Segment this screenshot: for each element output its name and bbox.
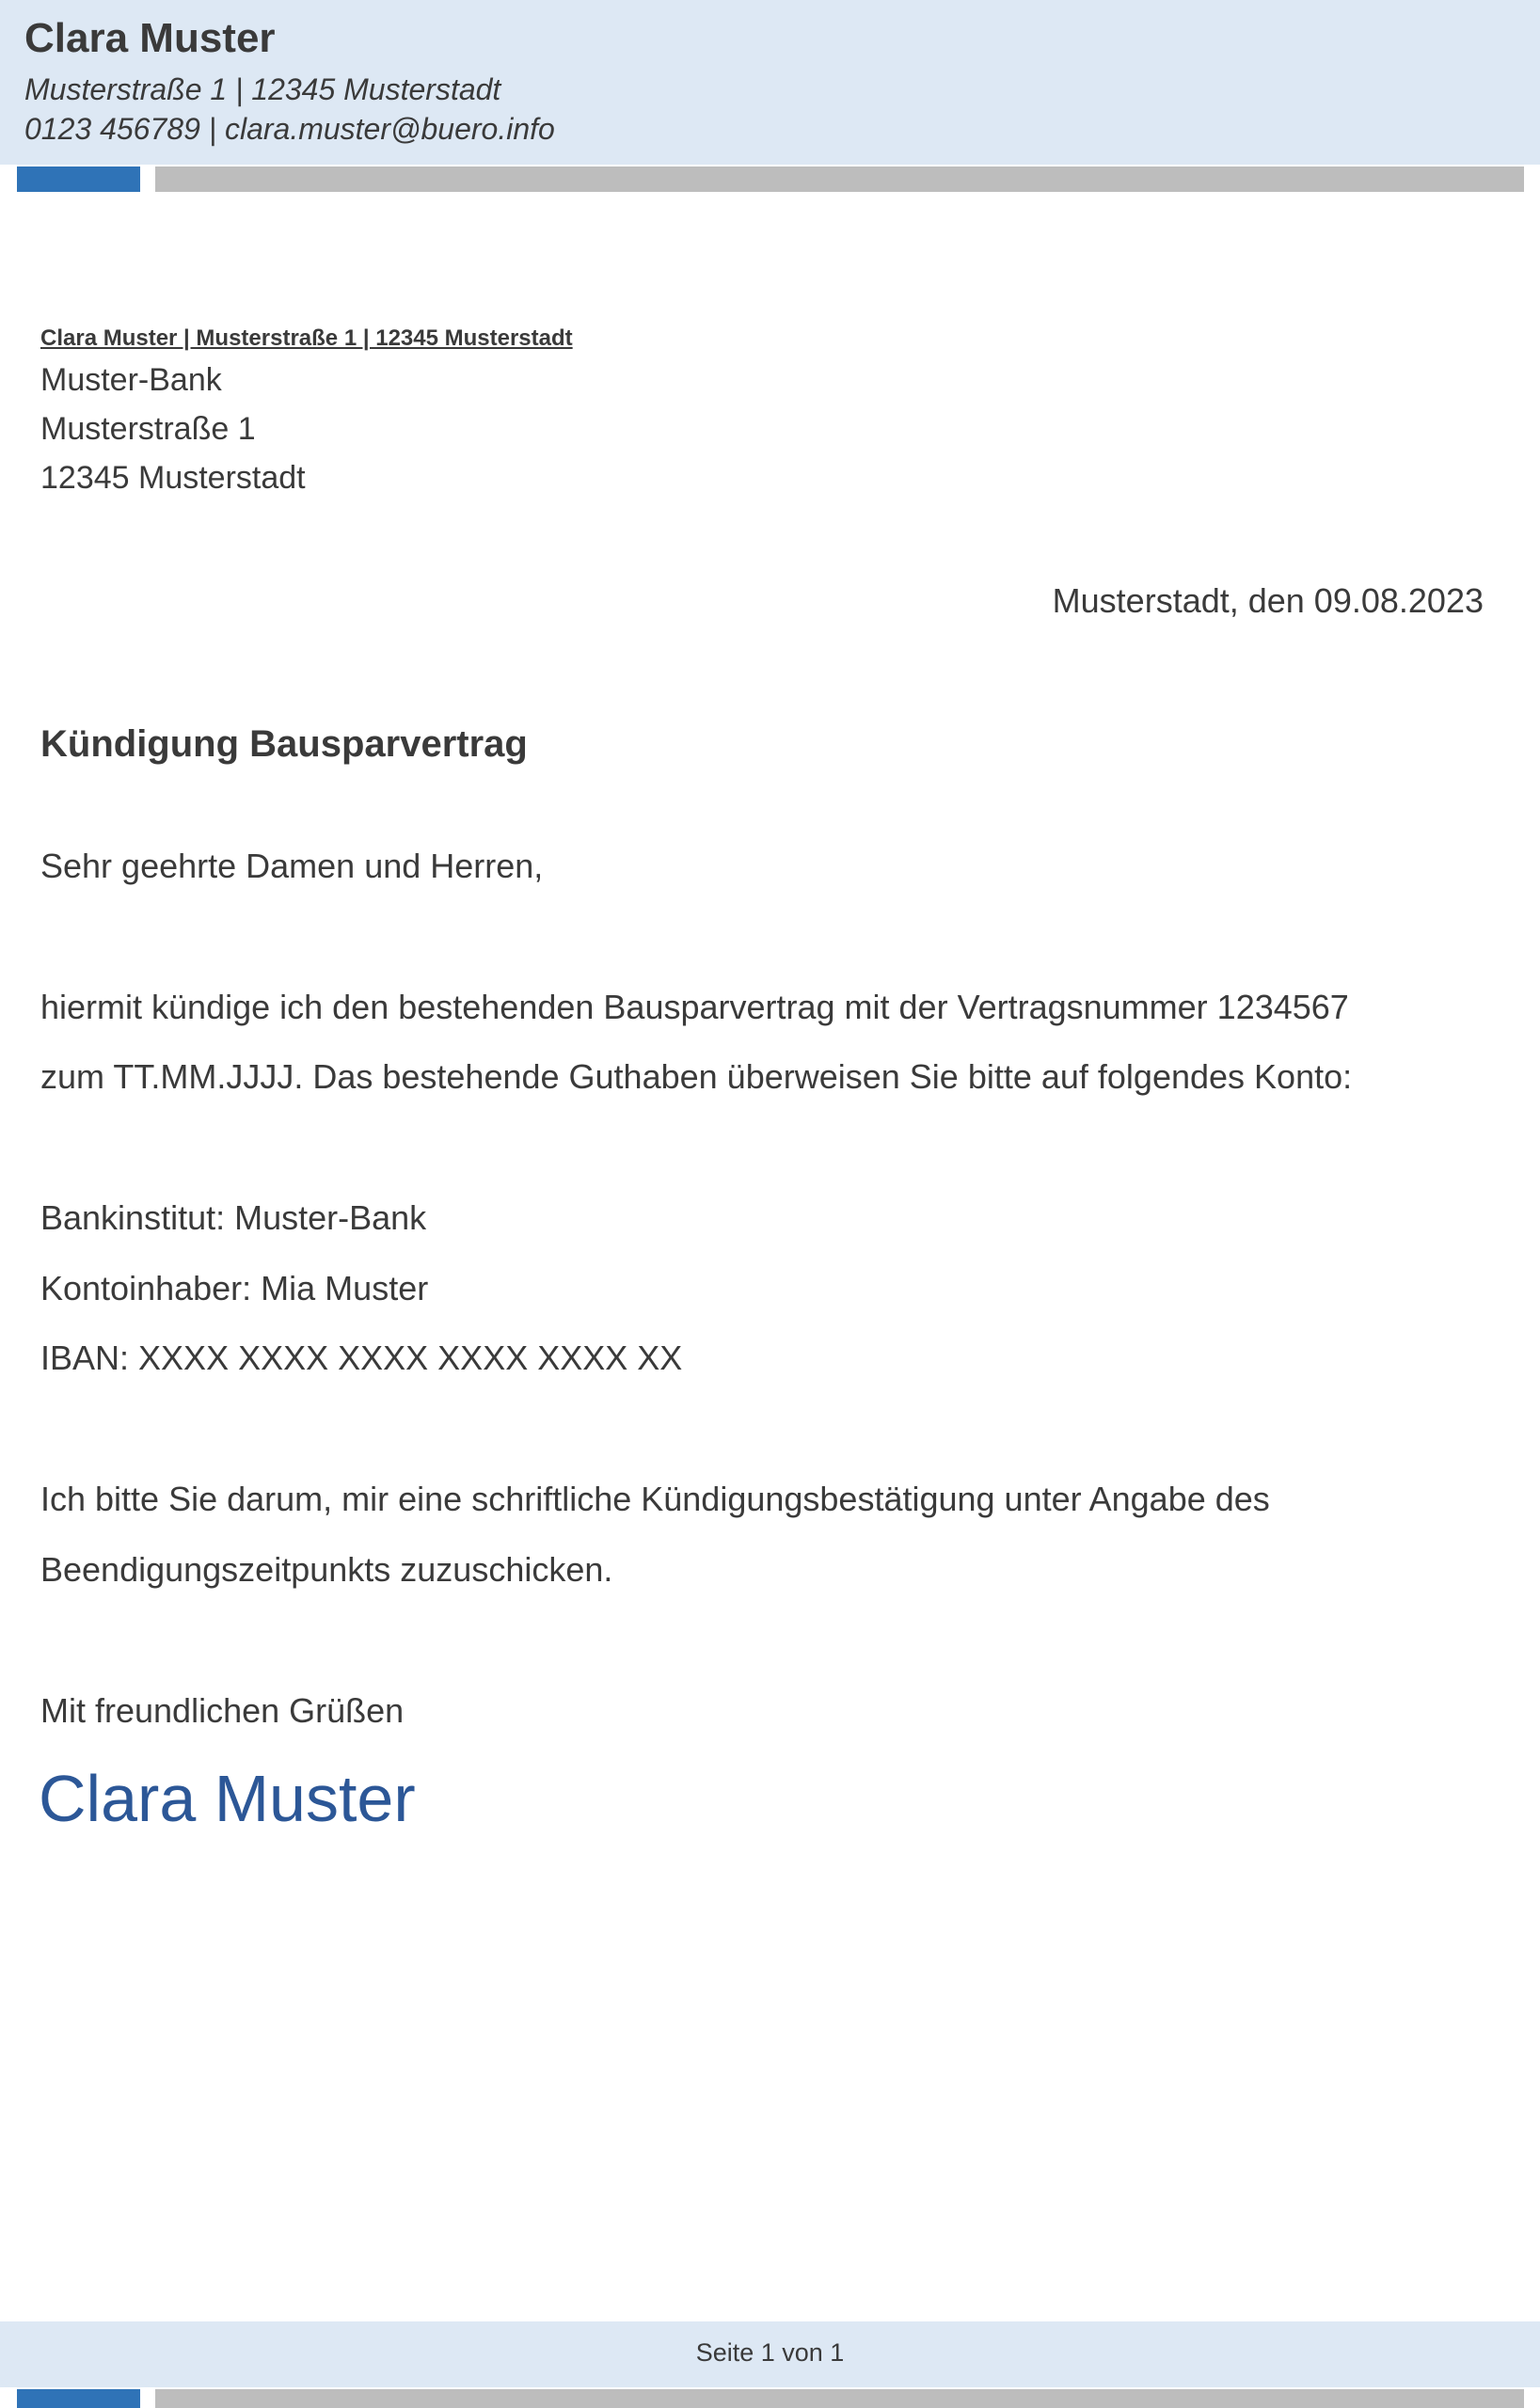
- recipient-street: Musterstraße 1: [40, 411, 256, 447]
- paragraph-2-line-2: Beendigungszeitpunkts zuzuschicken.: [40, 1550, 613, 1589]
- paragraph-1-line-2: zum TT.MM.JJJJ. Das bestehende Guthaben überweisen Sie bitte auf folgendes Konto:: [40, 1057, 1353, 1096]
- page-number: Seite 1 von 1: [695, 2338, 845, 2367]
- letter-subject: Kündigung Bausparvertrag: [40, 723, 528, 765]
- letterhead: [0, 0, 1540, 165]
- place-date-line: Musterstadt, den 09.08.2023: [1052, 581, 1484, 620]
- bank-institute: Bankinstitut: Muster-Bank: [40, 1198, 427, 1237]
- signature: Clara Muster: [39, 1762, 416, 1835]
- sender-contact: 0123 456789 | clara.muster@buero.info: [24, 112, 555, 146]
- return-address-line: Clara Muster | Musterstraße 1 | 12345 Musterstadt: [40, 325, 573, 351]
- recipient-name: Muster-Bank: [40, 362, 222, 398]
- closing: Mit freundlichen Grüßen: [40, 1691, 405, 1730]
- sender-address: Musterstraße 1 | 12345 Musterstadt: [24, 72, 501, 106]
- footer-accent-bar-blue: [17, 2389, 140, 2408]
- recipient-city: 12345 Musterstadt: [40, 460, 306, 496]
- paragraph-2-line-1: Ich bitte Sie darum, mir eine schriftliche Kündigungsbestätigung unter Angabe des: [40, 1480, 1270, 1518]
- paragraph-1-line-1: hiermit kündige ich den bestehenden Bausparvertrag mit der Vertragsnummer 1234567: [40, 988, 1349, 1026]
- header-accent-bar-blue: [17, 166, 140, 192]
- sender-name: Clara Muster: [24, 15, 276, 61]
- account-holder: Kontoinhaber: Mia Muster: [40, 1269, 429, 1307]
- iban: IBAN: XXXX XXXX XXXX XXXX XXXX XX: [40, 1339, 683, 1377]
- salutation: Sehr geehrte Damen und Herren,: [40, 847, 544, 885]
- footer-accent-bar-grey: [155, 2389, 1524, 2408]
- header-accent-bar-grey: [155, 166, 1524, 192]
